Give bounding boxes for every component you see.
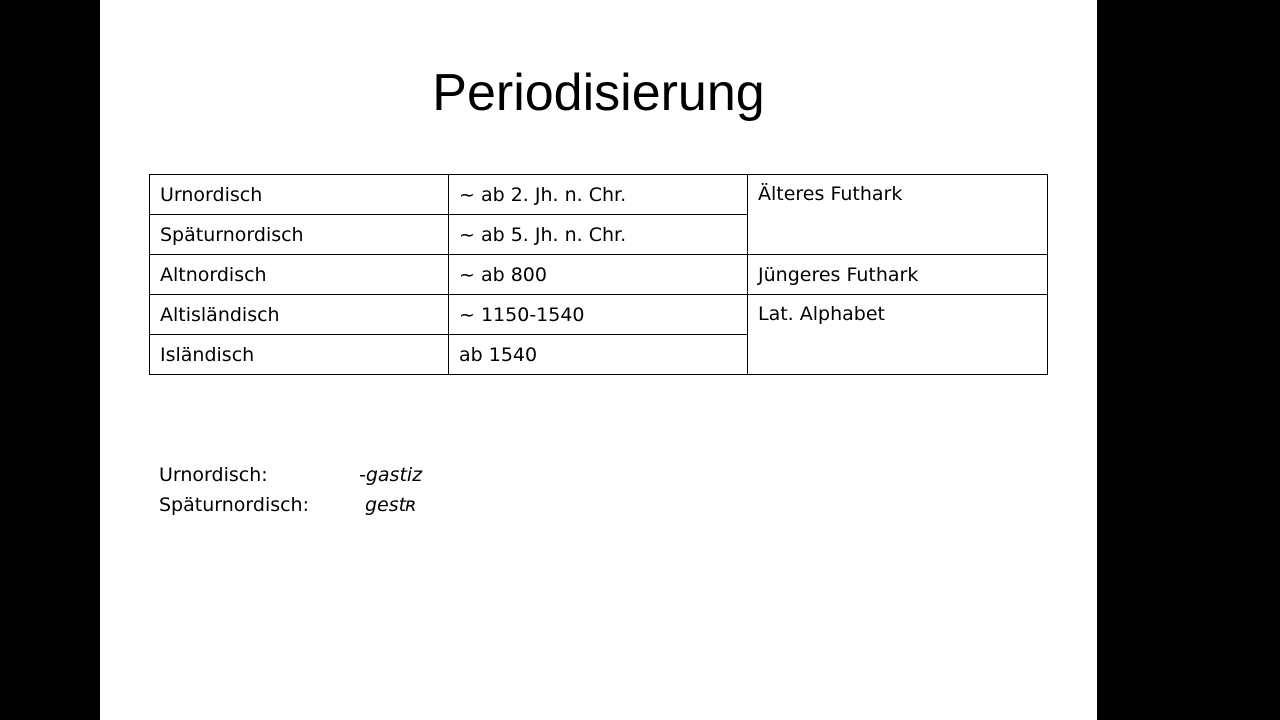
- table-row: [150, 255, 1048, 295]
- period-cell: Urnordisch: [150, 175, 449, 215]
- period-cell: Altnordisch: [150, 255, 449, 295]
- period-cell: Isländisch: [150, 335, 449, 375]
- period-cell: Späturnordisch: [150, 215, 449, 255]
- date-cell: ab 1540: [449, 335, 748, 375]
- date-cell: ~ 1150-1540: [449, 295, 748, 335]
- example-label: Späturnordisch:: [159, 494, 310, 516]
- date-cell: ~ ab 5. Jh. n. Chr.: [449, 215, 748, 255]
- date-cell: ~ ab 2. Jh. n. Chr.: [449, 175, 748, 215]
- table-row: [150, 175, 1048, 215]
- example-form: gestʀ: [365, 494, 418, 516]
- slide-title: Periodisierung: [432, 64, 765, 122]
- example-row: [159, 490, 559, 520]
- date-cell: ~ ab 800: [449, 255, 748, 295]
- example-row: [159, 460, 559, 490]
- example-label: Urnordisch:: [159, 464, 268, 486]
- table-row: [150, 295, 1048, 335]
- script-cell: Lat. Alphabet: [748, 295, 1048, 375]
- slide: [100, 0, 1097, 720]
- period-cell: Altisländisch: [150, 295, 449, 335]
- example-list: [159, 460, 559, 520]
- script-cell: Jüngeres Futhark: [748, 255, 1048, 295]
- example-form: -gastiz: [359, 464, 423, 486]
- script-cell: Älteres Futhark: [748, 175, 1048, 255]
- periodization-table: [149, 174, 1048, 375]
